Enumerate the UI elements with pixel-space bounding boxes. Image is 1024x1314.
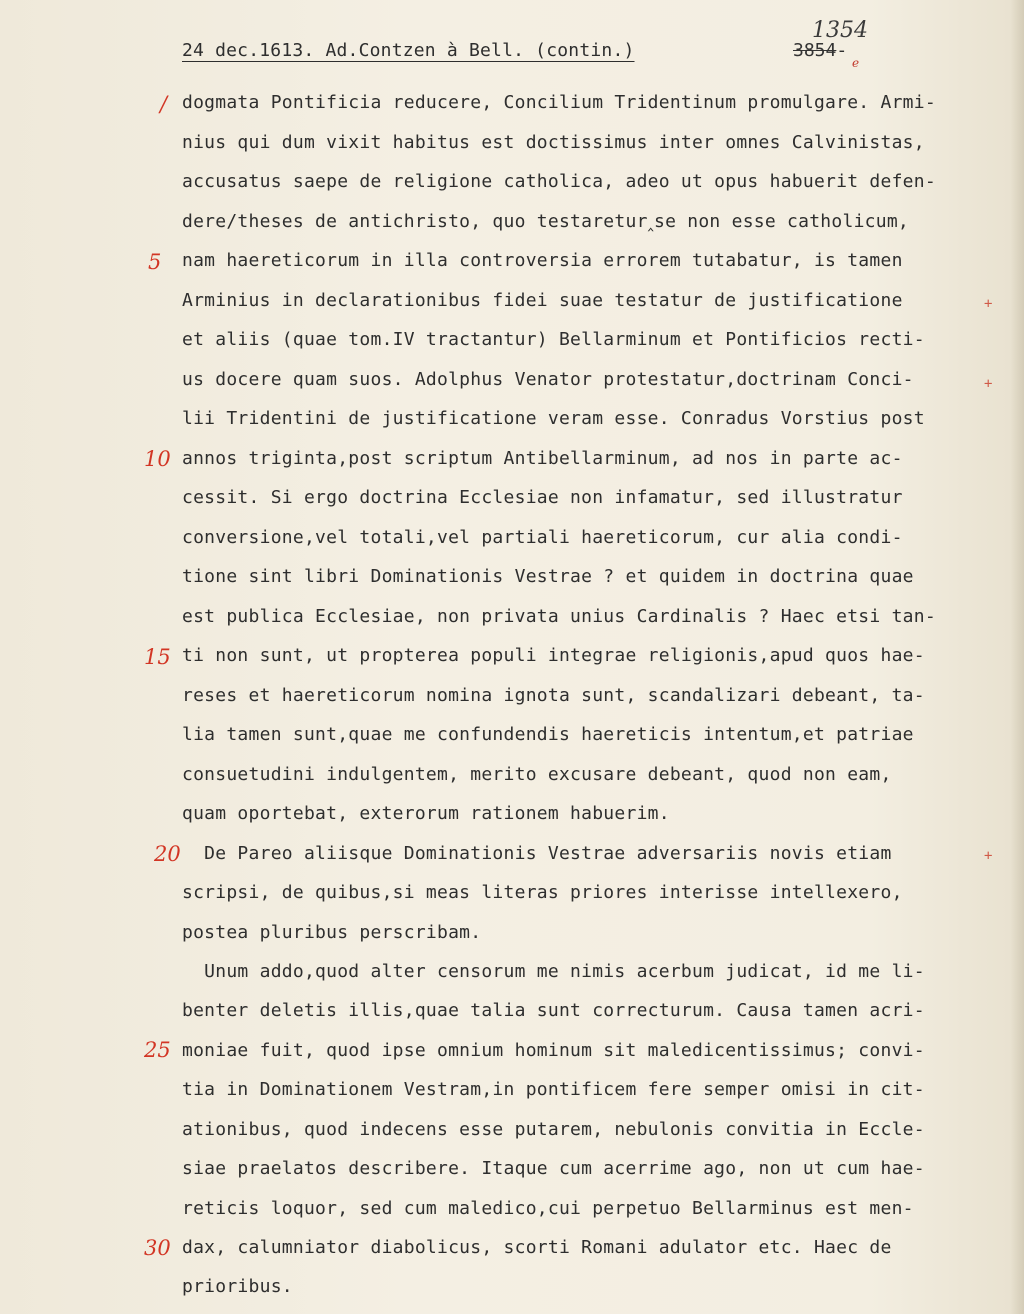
text-line: moniae fuit, quod ipse omnium hominum sit maledicentissimus; convi-: [182, 1040, 925, 1061]
text-line: De Pareo aliisque Dominationis Vestrae adversariis novis etiam: [182, 843, 892, 864]
text-line: us docere quam suos. Adolphus Venator protestatur,doctrinam Conci-: [182, 369, 914, 390]
handwritten-page-superscript: e: [852, 56, 860, 70]
text-line: lia tamen sunt,quae me confundendis haereticis intentum,et patriae: [182, 724, 914, 745]
margin-plus-mark: +: [984, 296, 993, 312]
margin-number-25: 25: [144, 1038, 171, 1062]
text-line: Unum addo,quod alter censorum me nimis acerbum judicat, id me li-: [182, 961, 925, 982]
text-line: dere/theses de antichristo, quo testaretur‸se non esse catholicum,: [182, 211, 909, 232]
text-line: siae praelatos describere. Itaque cum acerrime ago, non ut cum hae-: [182, 1158, 925, 1179]
typed-page-number: [793, 40, 847, 61]
margin-number-20: 20: [154, 842, 181, 866]
document-header: 24 dec.1613. Ad.Contzen à Bell. (contin.): [182, 40, 635, 61]
text-line: reses et haereticorum nomina ignota sunt, scandalizari debeant, ta-: [182, 685, 925, 706]
text-line: reticis loquor, sed cum maledico,cui perpetuo Bellarminus est men-: [182, 1198, 914, 1219]
margin-number-5: 5: [148, 250, 162, 274]
text-line: annos triginta,post scriptum Antibellarminum, ad nos in parte ac-: [182, 448, 903, 469]
text-line: tia in Dominationem Vestram,in pontificem fere semper omisi in cit-: [182, 1079, 925, 1100]
page-edge-shadow: [1010, 0, 1024, 1314]
typed-page-number-suffix: -: [836, 40, 848, 61]
text-line: et aliis (quae tom.IV tractantur) Bellarminum et Pontificios recti-: [182, 329, 925, 350]
text-line: consuetudini indulgentem, merito excusare debeant, quod non eam,: [182, 764, 892, 785]
margin-number-30: 30: [144, 1236, 171, 1260]
text-line: dogmata Pontificia reducere, Concilium Tridentinum promulgare. Armi-: [182, 92, 936, 113]
text-line: prioribus.: [182, 1276, 293, 1297]
text-line: conversione,vel totali,vel partiali haereticorum, cur alia condi-: [182, 527, 903, 548]
text-line: dax, calumniator diabolicus, scorti Romani adulator etc. Haec de: [182, 1237, 892, 1258]
text-line: tione sint libri Dominationis Vestrae ? et quidem in doctrina quae: [182, 566, 914, 587]
text-line: accusatus saepe de religione catholica, adeo ut opus habuerit defen-: [182, 171, 936, 192]
text-line: lii Tridentini de justificatione veram esse. Conradus Vorstius post: [182, 408, 925, 429]
text-line: ti non sunt, ut propterea populi integrae religionis,apud quos hae-: [182, 645, 925, 666]
text-line: scripsi, de quibus,si meas literas priores interisse intellexero,: [182, 882, 903, 903]
text-line: est publica Ecclesiae, non privata unius Cardinalis ? Haec etsi tan-: [182, 606, 936, 627]
text-line: nius qui dum vixit habitus est doctissimus inter omnes Calvinistas,: [182, 132, 925, 153]
handwritten-page-number: 1354: [812, 18, 868, 43]
margin-number-15: 15: [144, 645, 171, 669]
text-line: postea pluribus perscribam.: [182, 922, 482, 943]
text-line: quam oportebat, exterorum rationem habuerim.: [182, 803, 670, 824]
margin-plus-mark: +: [984, 848, 993, 864]
text-line: nam haereticorum in illa controversia errorem tutabatur, is tamen: [182, 250, 903, 271]
margin-number-1: /: [160, 92, 168, 116]
margin-number-10: 10: [144, 447, 171, 471]
text-line: cessit. Si ergo doctrina Ecclesiae non infamatur, sed illustratur: [182, 487, 903, 508]
typed-page-number-old: 3854: [793, 40, 837, 61]
margin-plus-mark: +: [984, 376, 993, 392]
text-line: Arminius in declarationibus fidei suae testatur de justificatione: [182, 290, 903, 311]
text-line: ationibus, quod indecens esse putarem, nebulonis convitia in Eccle-: [182, 1119, 925, 1140]
text-line: benter deletis illis,quae talia sunt correcturum. Causa tamen acri-: [182, 1000, 925, 1021]
